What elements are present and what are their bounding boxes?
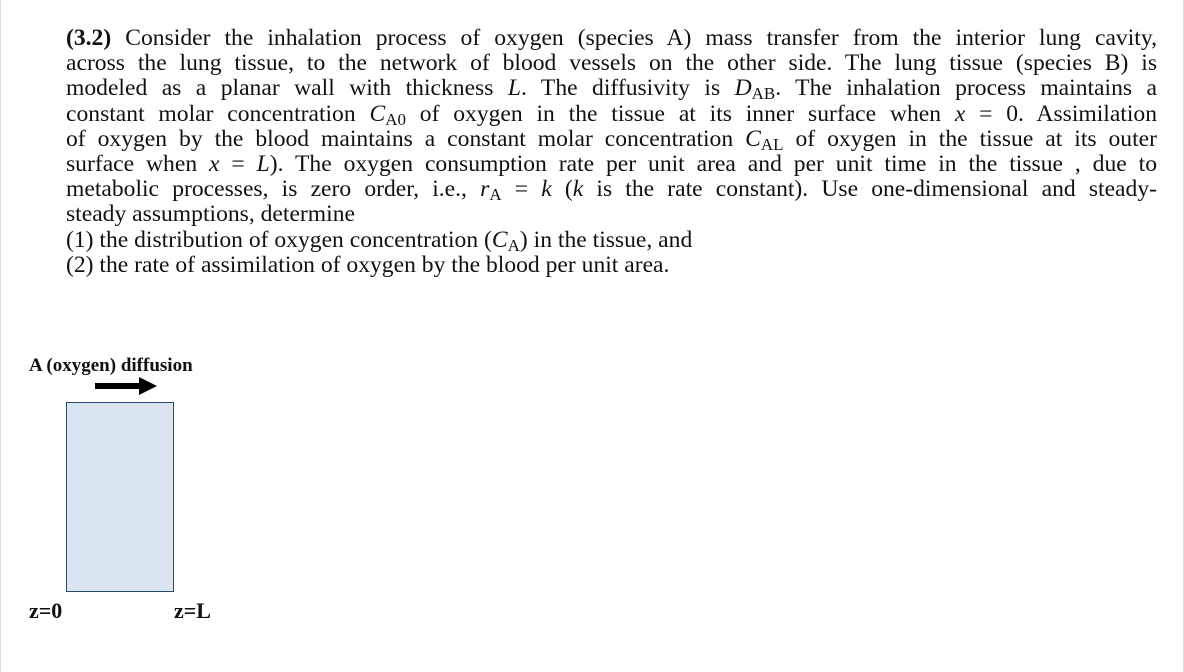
math-symbol: L [256,151,270,178]
math-symbol: D [734,75,752,102]
math-symbol: C [491,226,508,253]
text-segment: = [501,176,542,203]
problem-line [66,152,1157,177]
text-segment: Consider the inhalation process of oxygen (species A) mass transfer from the interior lung cavity, [111,25,1157,51]
math-symbol: C [369,100,386,127]
label-zl: z=L [174,598,211,623]
text-segment: constant molar concentration [66,100,370,127]
problem-line [66,228,1157,253]
text-segment: is the rate constant). Use one-dimensional and steady- [583,176,1157,203]
text-segment: steady assumptions, determine [66,201,355,228]
problem-statement [66,26,1157,278]
text-segment: ( [551,176,573,203]
problem-line [66,102,1157,127]
math-symbol: k [572,176,584,203]
label-z0: z=0 [29,598,63,623]
text-segment: . The diffusivity is [521,75,735,102]
text-segment: surface when [66,151,210,178]
subscript: A [489,185,502,205]
text-segment: (2) the rate of assimilation of oxygen by the blood per unit area. [66,251,670,278]
math-symbol: k [541,176,552,203]
math-symbol: x [954,100,966,127]
problem-line [66,202,1157,227]
text-segment: modeled as a planar wall with thickness [66,75,508,102]
problem-line [66,176,1157,205]
text-segment: = [219,151,257,178]
subscript: A [507,235,520,255]
text-segment: of oxygen by the blood maintains a constant molar concentration [66,125,746,152]
text-segment: metabolic processes, is zero order, i.e., [66,176,481,203]
text-segment: . The inhalation process maintains a [775,75,1157,102]
math-symbol: C [745,125,761,152]
text-segment: (1) the distribution of oxygen concentration ( [66,226,492,253]
text-segment: of oxygen in the tissue at its inner surface when [405,100,955,127]
problem-line [66,253,1157,278]
text-segment: ). The oxygen consumption rate per unit area and per unit time in the tissue , due to [269,151,1158,178]
subscript: AL [760,135,784,155]
problem-line [66,75,1157,104]
lung-tissue-wall [66,402,174,592]
problem-line [66,125,1157,155]
diagram-title: A (oxygen) diffusion [29,355,193,376]
math-symbol: x [209,151,220,178]
problem-number: (3.2) [66,25,112,51]
text-segment: of oxygen in the tissue at its outer [783,125,1157,152]
arrow-right-icon [95,376,157,396]
problem-line [66,26,1157,51]
subscript: AB [751,84,776,104]
page-left-edge [0,0,1,672]
subscript: A0 [385,109,406,129]
text-segment: ) in the tissue, and [519,226,693,253]
text-segment: = 0. Assimilation [965,100,1158,127]
math-symbol: L [507,75,521,102]
text-segment: across the lung tissue, to the network of blood vessels on the other side. The lung tissue (species B) is [66,50,1157,77]
math-symbol: r [480,176,490,203]
problem-line [66,51,1157,76]
